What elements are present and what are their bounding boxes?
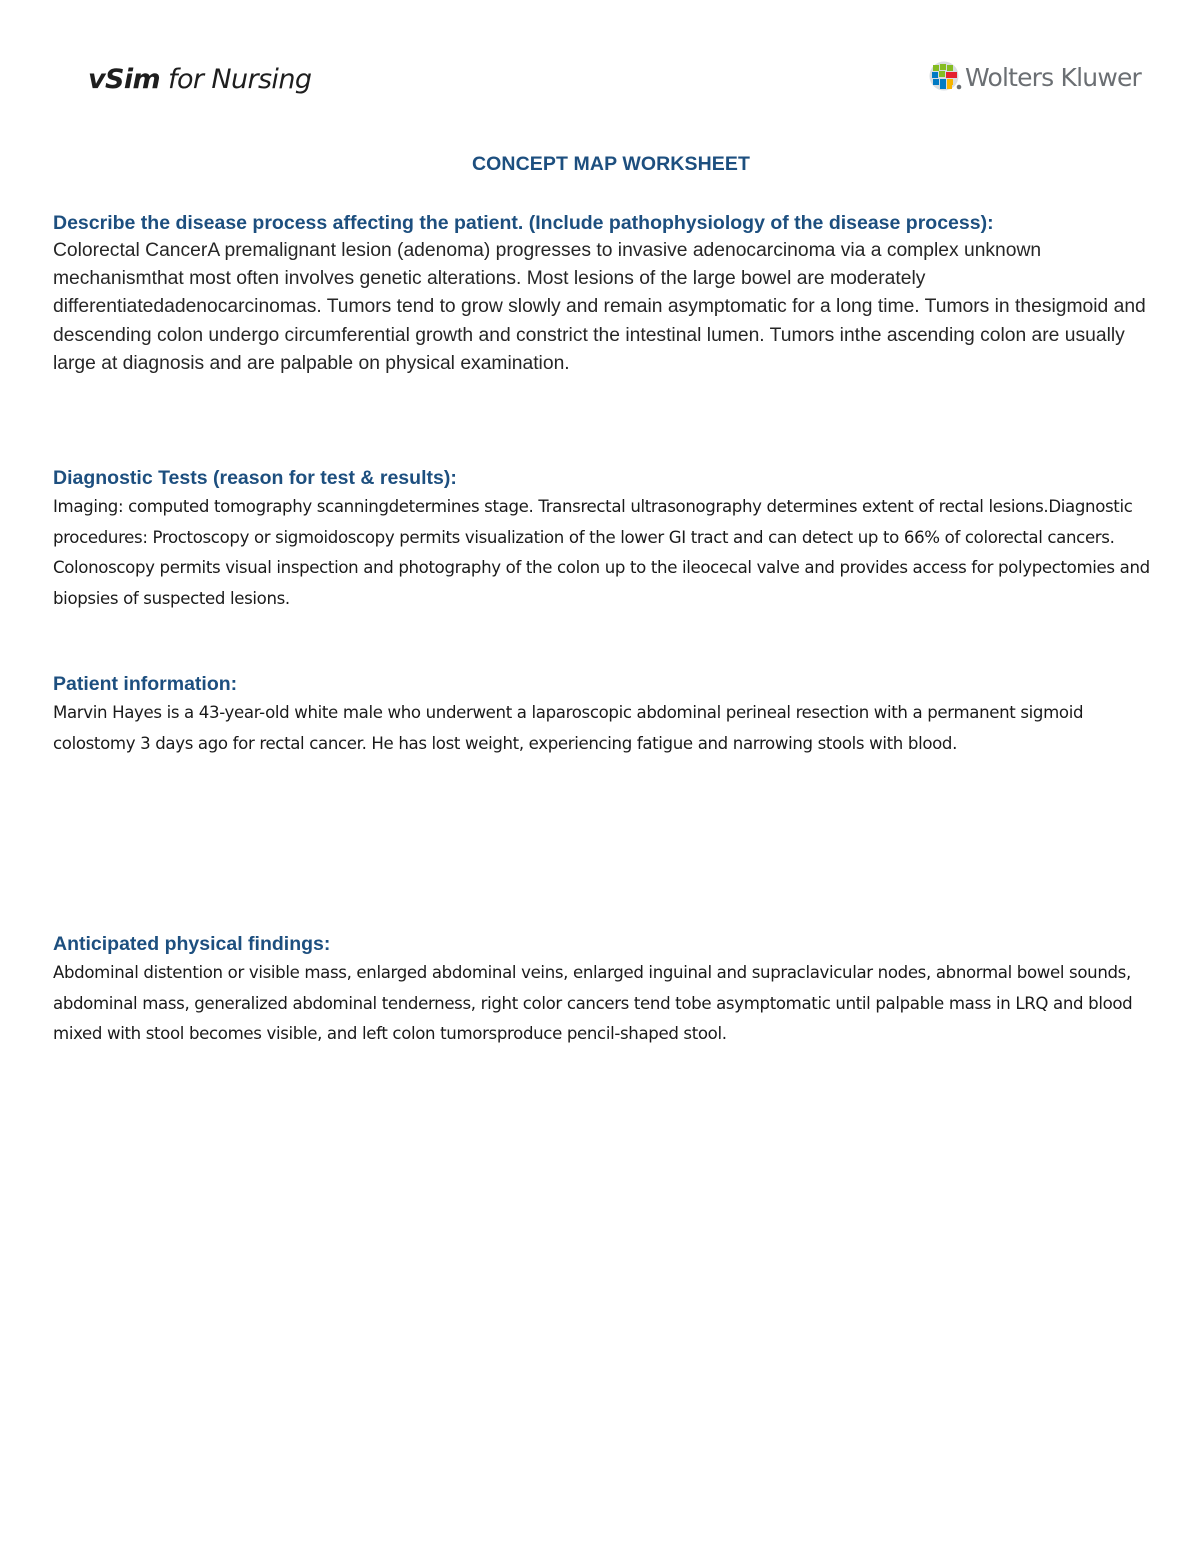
patient-information-heading: Patient information: xyxy=(53,673,238,695)
disease-process-section xyxy=(53,209,1168,378)
diagnostic-tests-heading: Diagnostic Tests (reason for test & results): xyxy=(53,467,457,489)
logo-sim-text: Sim xyxy=(105,64,161,95)
logo-for-nursing-text: for Nursing xyxy=(160,64,312,95)
wolters-kluwer-logo xyxy=(928,60,1141,94)
wolters-kluwer-globe-icon xyxy=(928,60,962,94)
wolters-kluwer-text: Wolters Kluwer xyxy=(965,62,1142,92)
disease-process-text: Colorectal CancerA premalignant lesion (adenoma) progresses to invasive adenocarcinoma via a complex unknown mechanismthat most often involves genetic alterations. Most lesions of the large bowel are moderately differentiatedadenocarcinomas. Tumors tend to grow slowly and remain asymptomatic for a long time. Tumors in thesigmoid and descending colon undergo circumferential growth and constrict the intestinal lumen. Tumors inthe ascending colon are usually large at diagnosis and are palpable on physical examination. xyxy=(53,240,1146,374)
physical-findings-section xyxy=(53,930,1168,1050)
physical-findings-text: Abdominal distention or visible mass, enlarged abdominal veins, enlarged inguinal and supraclavicular nodes, abnormal bowel sounds, abdominal mass, generalized abdominal tenderness, right color cancers tend tobe asymptomatic until palpable mass in LRQ and blood mixed with stool becomes visible, and left colon tumorsproduce pencil-shaped stool. xyxy=(53,963,1133,1043)
diagnostic-tests-text: Imaging: computed tomography scanningdetermines stage. Transrectal ultrasonography determines extent of rectal lesions.Diagnostic procedures: Proctoscopy or sigmoidoscopy permits visualization of the lower GI tract and can detect up to 66% of colorectal cancers. Colonoscopy permits visual inspection and photography of the colon up to the ileocecal valve and provides access for polypectomies and biopsies of suspected lesions. xyxy=(53,497,1150,608)
physical-findings-heading: Anticipated physical findings: xyxy=(53,933,331,955)
patient-information-section xyxy=(53,670,1168,759)
page-title: CONCEPT MAP WORKSHEET xyxy=(471,153,750,175)
disease-process-heading: Describe the disease process affecting the patient. (Include pathophysiology of the disease process): xyxy=(53,212,994,234)
vsim-for-nursing-logo xyxy=(88,64,311,95)
patient-information-text: Marvin Hayes is a 43-year-old white male who underwent a laparoscopic abdominal perineal resection with a permanent sigmoid colostomy 3 days ago for rectal cancer. He has lost weight, experiencing fatigue and narrowing stools with blood. xyxy=(53,703,1084,753)
diagnostic-tests-section xyxy=(53,464,1168,614)
logo-v-text: v xyxy=(88,64,106,95)
